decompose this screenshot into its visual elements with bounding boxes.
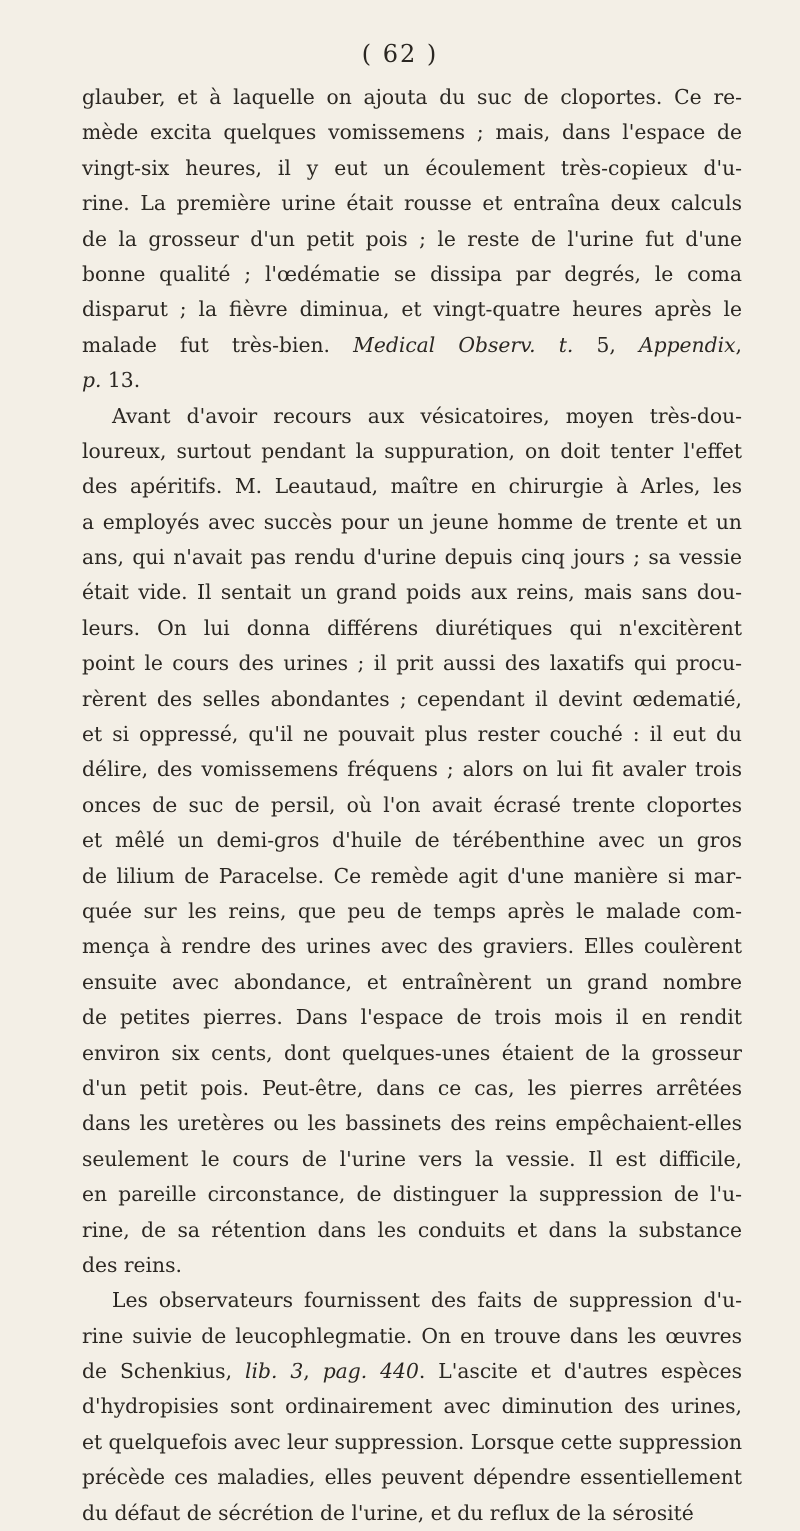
text-run: disparut ; la fièvre diminua, et vingt-quatre heures après le — [82, 297, 742, 322]
text-line — [82, 328, 742, 363]
text-line — [82, 611, 742, 646]
text-run: quée sur les reins, que peu de temps après le malade com- — [82, 898, 742, 923]
text-line — [82, 434, 742, 469]
text-line — [82, 717, 742, 752]
text-run: , — [735, 332, 742, 357]
text-run: Les observateurs fournissent des faits de suppression d'u- — [112, 1288, 742, 1313]
italic-citation: Medical Observ. t. — [353, 332, 574, 357]
text-run: délire, des vomissemens fréquens ; alors on lui fit avaler trois — [82, 757, 742, 782]
text-line — [82, 222, 742, 257]
text-run: leurs. On lui donna différens diurétiques qui n'excitèrent — [82, 615, 742, 640]
text-line — [82, 151, 742, 186]
text-line — [82, 859, 742, 894]
text-line — [82, 752, 742, 787]
text-line — [82, 1000, 742, 1035]
text-line — [82, 1425, 742, 1460]
italic-citation: lib. 3 — [244, 1359, 304, 1384]
text-run: point le cours des urines ; il prit aussi des laxatifs qui procu- — [82, 651, 742, 676]
text-run: mença à rendre des urines avec des graviers. Elles coulèrent — [82, 934, 742, 959]
text-run: du défaut de sécrétion de l'urine, et du reflux de la sérosité — [82, 1500, 694, 1525]
text-line — [82, 1389, 742, 1424]
text-run: mède excita quelques vomissemens ; mais, dans l'espace de — [82, 120, 742, 145]
text-run: de Schenkius, — [82, 1359, 245, 1384]
text-line — [82, 965, 742, 1000]
text-run: 13. — [101, 368, 141, 393]
text-line — [82, 363, 742, 398]
text-line — [82, 257, 742, 292]
text-line — [82, 682, 742, 717]
text-run: rine. La première urine était rousse et entraîna deux calculs — [82, 191, 742, 216]
italic-citation: p. — [82, 368, 102, 393]
text-line — [82, 540, 742, 575]
text-run: , — [303, 1359, 323, 1384]
text-run: de la grosseur d'un petit pois ; le reste de l'urine fut d'une — [82, 226, 742, 251]
text-run: en pareille circonstance, de distinguer la suppression de l'u- — [82, 1182, 742, 1207]
text-run: environ six cents, dont quelques-unes étaient de la grosseur — [82, 1040, 742, 1065]
text-line — [82, 292, 742, 327]
text-run: onces de suc de persil, où l'on avait écrasé trente cloportes — [82, 792, 742, 817]
text-line — [82, 186, 742, 221]
text-line — [82, 823, 742, 858]
text-run: ans, qui n'avait pas rendu d'urine depuis cinq jours ; sa vessie — [82, 545, 742, 570]
italic-citation: Appendix — [638, 332, 736, 357]
text-line — [82, 1319, 742, 1354]
body-text — [82, 80, 742, 1531]
text-line — [82, 575, 742, 610]
text-run: d'hydropisies sont ordinairement avec diminution des urines, — [82, 1394, 742, 1419]
text-run: a employés avec succès pour un jeune homme de trente et un — [82, 509, 742, 534]
text-line — [82, 1142, 742, 1177]
text-line — [82, 399, 742, 434]
text-run: d'un petit pois. Peut-être, dans ce cas, les pierres arrêtées — [82, 1075, 742, 1100]
text-run: seulement le cours de l'urine vers la vessie. Il est difficile, — [82, 1146, 742, 1171]
text-line — [82, 788, 742, 823]
text-run: précède ces maladies, elles peuvent dépendre essentiellement — [82, 1465, 742, 1490]
italic-citation: pag. 440 — [322, 1359, 419, 1384]
text-line — [82, 1496, 742, 1531]
text-line — [82, 646, 742, 681]
text-line — [82, 1213, 742, 1248]
text-run: des apéritifs. M. Leautaud, maître en chirurgie à Arles, les — [82, 474, 742, 499]
text-line — [82, 80, 742, 115]
text-line — [82, 1071, 742, 1106]
text-run: de lilium de Paracelse. Ce remède agit d'une manière si mar- — [82, 863, 742, 888]
text-line — [82, 1177, 742, 1212]
text-run: dans les uretères ou les bassinets des reins empêchaient-elles — [82, 1111, 742, 1136]
text-run: et si oppressé, qu'il ne pouvait plus rester couché : il eut du — [82, 722, 742, 747]
text-run: était vide. Il sentait un grand poids aux reins, mais sans dou- — [82, 580, 742, 605]
text-line — [82, 1248, 742, 1283]
text-line — [82, 1460, 742, 1495]
text-run: vingt-six heures, il y eut un écoulement très-copieux d'u- — [82, 155, 742, 180]
text-line — [82, 1283, 742, 1318]
text-run: des reins. — [82, 1252, 182, 1277]
text-run: Avant d'avoir recours aux vésicatoires, moyen très-dou- — [112, 403, 742, 428]
text-line — [82, 1354, 742, 1389]
text-line — [82, 115, 742, 150]
text-line — [82, 1106, 742, 1141]
text-run: . L'ascite et d'autres espèces — [418, 1359, 742, 1384]
text-run: malade fut très-bien. — [82, 332, 354, 357]
text-line — [82, 1036, 742, 1071]
text-run: bonne qualité ; l'œdématie se dissipa par degrés, le coma — [82, 261, 742, 286]
text-run: et mêlé un demi-gros d'huile de térébenthine avec un gros — [82, 828, 742, 853]
text-run: rine suivie de leucophlegmatie. On en trouve dans les œuvres — [82, 1323, 742, 1348]
text-run: ensuite avec abondance, et entraînèrent un grand nombre — [82, 969, 742, 994]
text-line — [82, 894, 742, 929]
text-run: rèrent des selles abondantes ; cependant il devint œdematié, — [82, 686, 742, 711]
text-line — [82, 469, 742, 504]
page-number: ( 62 ) — [361, 40, 439, 68]
text-run: glauber, et à laquelle on ajouta du suc de cloportes. Ce re- — [82, 85, 742, 109]
text-run: loureux, surtout pendant la suppuration, on doit tenter l'effet — [82, 438, 742, 463]
text-run: et quelquefois avec leur suppression. Lorsque cette suppression — [82, 1429, 742, 1454]
text-line — [82, 929, 742, 964]
text-run: rine, de sa rétention dans les conduits et dans la substance — [82, 1217, 742, 1242]
text-run: de petites pierres. Dans l'espace de trois mois il en rendit — [82, 1005, 742, 1030]
text-run: 5, — [573, 332, 639, 357]
text-line — [82, 505, 742, 540]
